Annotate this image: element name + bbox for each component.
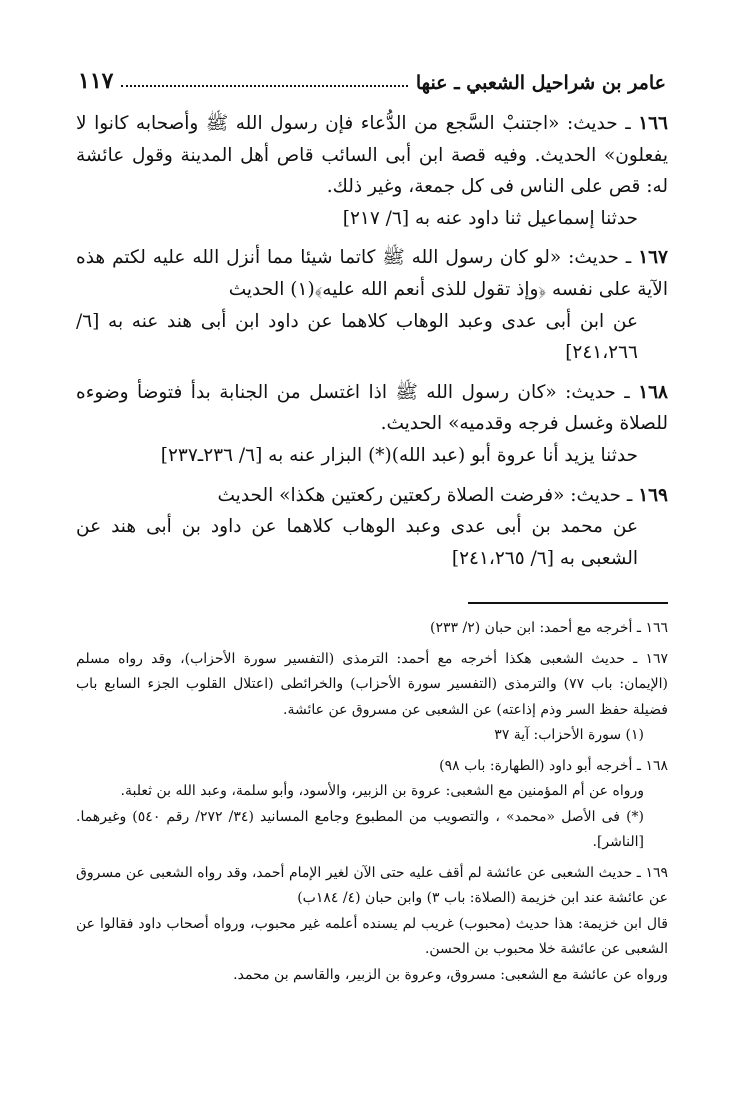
footnote-line: ١٦٦ ـ أخرجه مع أحمد: ابن حبان (٢/ ٢٣٣): [430, 620, 668, 636]
entry-citation: حدثنا إسماعيل ثنا داود عنه به [٦/ ٢١٧]: [342, 207, 638, 229]
entry-citation: عن محمد بن أبى عدى وعبد الوهاب كلاهما عن داود بن أبى هند عن الشعبى به [٦/ ٢٤١،٢٦٥]: [76, 516, 638, 569]
footnote-line: ١٦٩ ـ حديث الشعبى عن عائشة لم أقف عليه حتى الآن لغير الإمام أحمد، وقد رواه الشعبى عن مسروق عن عائشة عند ابن خزيمة (الصلاة: باب ٣) وابن حبان (٤/ ١٨٤ب): [76, 864, 668, 906]
entry-text: ـ حديث: «كان رسول الله ﷺ اذا اغتسل من الجنابة بدأ فتوضأ وضوءه للصلاة وغسل فرجه وقدميه» الحديث.: [76, 381, 668, 435]
footnote-line: ورواه عن عائشة مع الشعبى: مسروق، وعروة بن الزبير، والقاسم بن محمد.: [233, 966, 668, 983]
footnote-169: [76, 861, 668, 989]
footnote-line: ورواه عن أم المؤمنين مع الشعبى: عروة بن الزبير، والأسود، وأبو سلمة، وعبد الله بن ثعلبة.: [120, 783, 644, 799]
entry-citation: حدثنا يزيد أنا عروة أبو (عبد الله)(*) البزار عنه به [٦/ ٢٣٦ـ٢٣٧]: [160, 444, 638, 466]
footnotes: [76, 616, 668, 993]
footnote-166: [76, 616, 668, 642]
entry-citation: عن ابن أبى عدى وعبد الوهاب كلاهما عن داود ابن أبى هند عنه به [٦/ ٢٤١،٢٦٦]: [76, 310, 638, 364]
running-title: عامر بن شراحيل الشعبي ـ عنها: [415, 72, 666, 94]
footnote-168: [76, 754, 668, 856]
hadith-entry-169: [76, 480, 668, 575]
entry-text: ـ حديث: «لو كان رسول الله ﷺ كاتما شيئا مما أنزل الله عليه لكتم هذه الآية على نفسه ﴿وإذ تقول للذى أنعم الله عليه﴾(١) الحديث: [76, 247, 668, 300]
header-dotted-leader: [121, 85, 407, 87]
entry-number: ١٦٧: [638, 247, 668, 269]
hadith-entry-168: [76, 377, 668, 472]
footnote-line: ١٦٧ ـ حديث الشعبى هكذا أخرجه مع أحمد: الترمذى (التفسير سورة الأحزاب)، وقد رواه مسلم (الإيمان: باب ٧٧) والترمذى (التفسير سورة الأحزاب) والخرائطى (اعتلال القلوب الجزء السابع باب فضيلة حفظ السر وذم إذاعته) عن الشعبى عن مسروق عن عائشة.: [76, 650, 668, 718]
footnote-subnote: (١) سورة الأحزاب: آية ٣٧: [494, 727, 644, 743]
entry-number: ١٦٦: [638, 113, 668, 134]
footnote-separator: [468, 602, 668, 604]
footnote-subnote: (*) فى الأصل «محمد» ، والتصويب من المطبوع وجامع المسانيد (٣٤/ ٢٧٢/ رقم ٥٤٠) وغيرهما. [الناشر].: [76, 808, 645, 850]
hadith-entry-167: [76, 242, 668, 368]
entry-text: ـ حديث: «فرضت الصلاة ركعتين ركعتين هكذا» الحديث: [217, 484, 633, 506]
entry-number: ١٦٨: [638, 381, 668, 403]
entry-text: ـ حديث: «اجتنبْ السَّجع من الدُّعاء فإن رسول الله ﷺ وأصحابه كانوا لا يفعلون» الحديث. وفيه قصة ابن أبى السائب قاص أهل المدينة وقول عائشة له: قص على الناس فى كل جمعة، وغير ذلك.: [76, 113, 668, 198]
footnote-line: قال ابن خزيمة: هذا حديث (محبوب) غريب لم يسنده أعلمه غير محبوب، ورواه أصحاب داود فقالوا عن الشعبى عن عائشة خلا محبوب بن الحسن.: [76, 915, 668, 957]
footnote-167: [76, 647, 668, 749]
running-header: [78, 60, 666, 94]
hadith-entry-166: [76, 108, 668, 234]
page-number: ١١٧: [78, 68, 114, 94]
footnote-line: ١٦٨ ـ أخرجه أبو داود (الطهارة: باب ٩٨): [439, 757, 668, 774]
main-text: [76, 108, 668, 582]
entry-number: ١٦٩: [638, 484, 668, 506]
